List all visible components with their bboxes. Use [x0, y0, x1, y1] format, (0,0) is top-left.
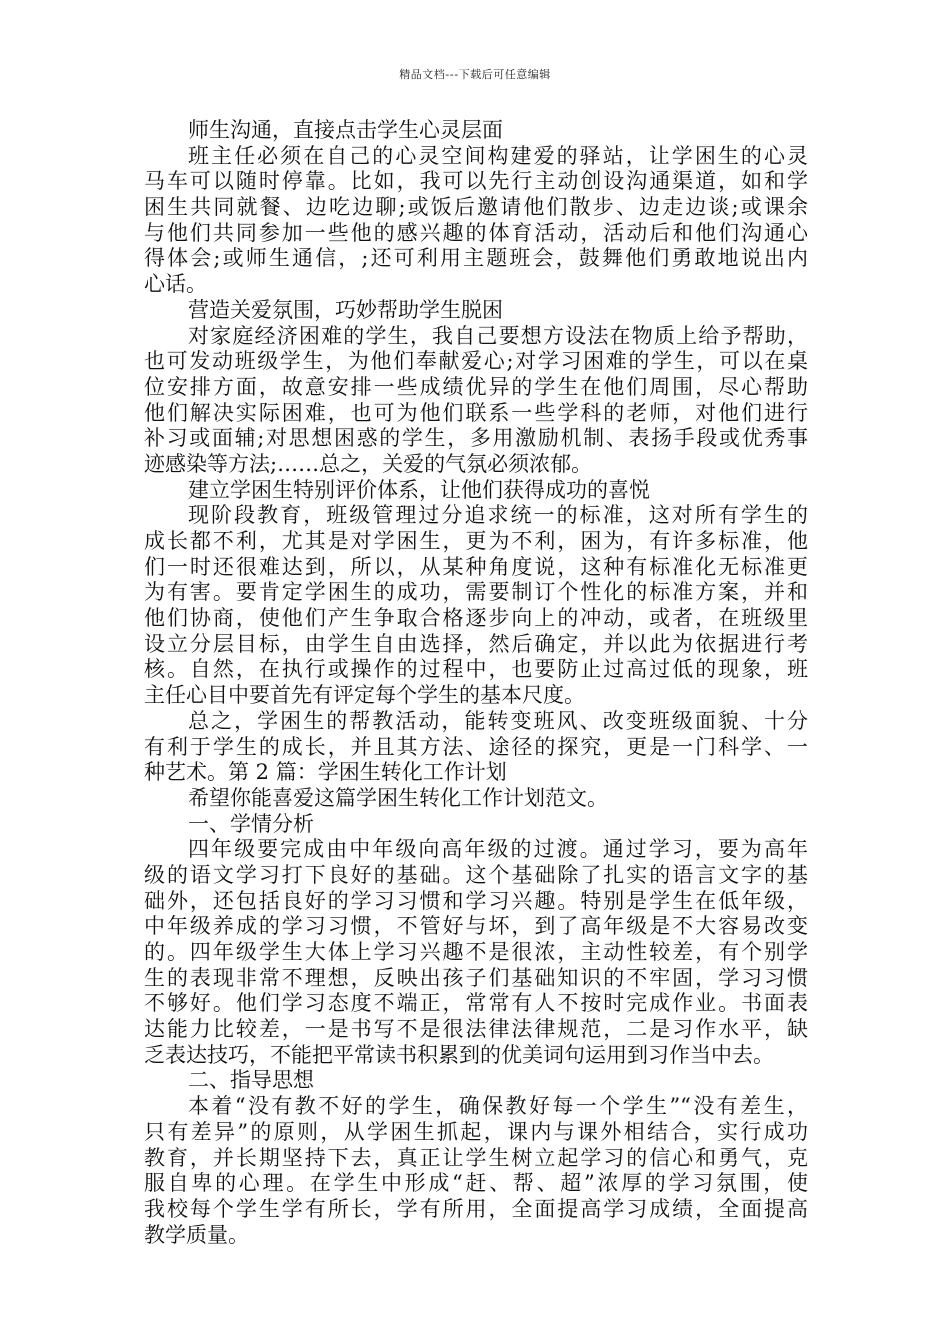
- text-line: 马车可以随时停靠。比如，我可以先行主动创设沟通渠道，如和学: [144, 169, 808, 194]
- text-line: 的。四年级学生大体上学习兴趣不是很浓，主动性较差，有个别学: [144, 940, 808, 964]
- text-line: 只有差异”的原则，从学困生抓起，课内与课外相结合，实行成功: [144, 1119, 808, 1144]
- text-line: 设立分层目标，由学生自由选择，然后确定，并以此为依据进行考: [144, 631, 808, 656]
- text-line: 服自卑的心理。在学生中形成“赶、帮、超”浓厚的学习氛围，使: [144, 1171, 808, 1196]
- document-body: [144, 118, 808, 1248]
- text-line: 教学质量。: [144, 1222, 249, 1247]
- text-line: 核。自然，在执行或操作的过程中，也要防止过高过低的现象，班: [144, 657, 808, 682]
- text-line: 有利于学生的成长，并且其方法、途径的探究，更是一门科学、一: [144, 734, 808, 759]
- text-line: 主任心目中要首先有评定每个学生的基本尺度。: [144, 683, 585, 708]
- text-line: 种艺术。第 2 篇：学困生转化工作计划: [144, 760, 507, 785]
- text-line: 对家庭经济困难的学生，我自己要想方设法在物质上给予帮助，: [188, 323, 808, 348]
- text-line: 得体会;或师生通信，;还可利用主题班会，鼓舞他们勇敢地说出内: [144, 246, 808, 271]
- text-line: 师生沟通，直接点击学生心灵层面: [188, 118, 503, 142]
- text-line: 我校每个学生学有所长，学有所用，全面提高学习成绩，全面提高: [144, 1196, 808, 1221]
- text-line: 达能力比较差，一是书写不是很法律法律规范，二是习作水平，缺: [144, 1017, 808, 1042]
- text-line: 补习或面辅;对思想困惑的学生，多用激励机制、表扬手段或优秀事: [144, 426, 808, 451]
- text-line: 他们协商，使他们产生争取合格逐步向上的冲动，或者，在班级里: [144, 606, 808, 631]
- text-line: 们一时还很难达到，所以，从某种角度说，这种有标准化无标准更: [144, 554, 808, 579]
- text-line: 二、指导思想: [188, 1068, 314, 1093]
- text-line: 不够好。他们学习态度不端正，常常有人不按时完成作业。书面表: [144, 991, 808, 1016]
- text-line: 他们解决实际困难，也可为他们联系一些学科的老师，对他们进行: [144, 400, 808, 425]
- text-line: 级的语文学习打下良好的基础。这个基础除了扎实的语言文字的基: [144, 862, 808, 887]
- text-line: 迹感染等方法;……总之，关爱的气氛必须浓郁。: [144, 451, 593, 476]
- text-line: 中年级养成的学习习惯，不管好与坏，到了高年级是不大容易改变: [144, 914, 808, 939]
- text-line: 营造关爱氛围，巧妙帮助学生脱困: [188, 297, 503, 322]
- text-line: 班主任必须在自己的心灵空间构建爱的驿站，让学困生的心灵: [188, 143, 808, 168]
- text-line: 困生共同就餐、边吃边聊;或饭后邀请他们散步、边走边谈;或课余: [144, 195, 808, 220]
- page-header: 精品文档---下载后可任意编辑: [399, 68, 551, 81]
- text-line: 乏表达技巧，不能把平常读书积累到的优美词句运用到习作当中去。: [144, 1042, 774, 1067]
- text-line: 希望你能喜爱这篇学困生转化工作计划范文。: [188, 785, 608, 810]
- text-line: 教育，并长期坚持下去，真正让学生树立起学习的信心和勇气，克: [144, 1145, 808, 1170]
- text-line: 建立学困生特别评价体系，让他们获得成功的喜悦: [188, 477, 650, 502]
- text-line: 一、学情分析: [188, 811, 314, 836]
- text-line: 为有害。要肯定学困生的成功，需要制订个性化的标准方案，并和: [144, 580, 808, 605]
- text-line: 四年级要完成由中年级向高年级的过渡。通过学习，要为高年: [188, 837, 808, 862]
- text-line: 成长都不利，尤其是对学困生，更为不利，困为，有许多标准，他: [144, 529, 808, 553]
- text-line: 础外，还包括良好的学习习惯和学习兴趣。特别是学生在低年级，: [144, 888, 808, 913]
- text-line: 位安排方面，故意安排一些成绩优异的学生在他们周围，尽心帮助: [144, 374, 808, 399]
- text-line: 与他们共同参加一些他的感兴趣的体育活动，活动后和他们沟通心: [144, 220, 808, 245]
- text-line: 心话。: [144, 272, 207, 297]
- text-line: 本着“没有教不好的学生，确保教好每一个学生”“没有差生，: [188, 1094, 808, 1119]
- text-line: 也可发动班级学生，为他们奉献爱心;对学习困难的学生，可以在桌: [144, 349, 808, 374]
- text-line: 现阶段教育，班级管理过分追求统一的标准，这对所有学生的: [188, 503, 808, 528]
- text-line: 生的表现非常不理想，反映出孩子们基础知识的不牢固，学习习惯: [144, 965, 808, 990]
- text-line: 总之，学困生的帮教活动，能转变班风、改变班级面貌、十分: [188, 708, 808, 733]
